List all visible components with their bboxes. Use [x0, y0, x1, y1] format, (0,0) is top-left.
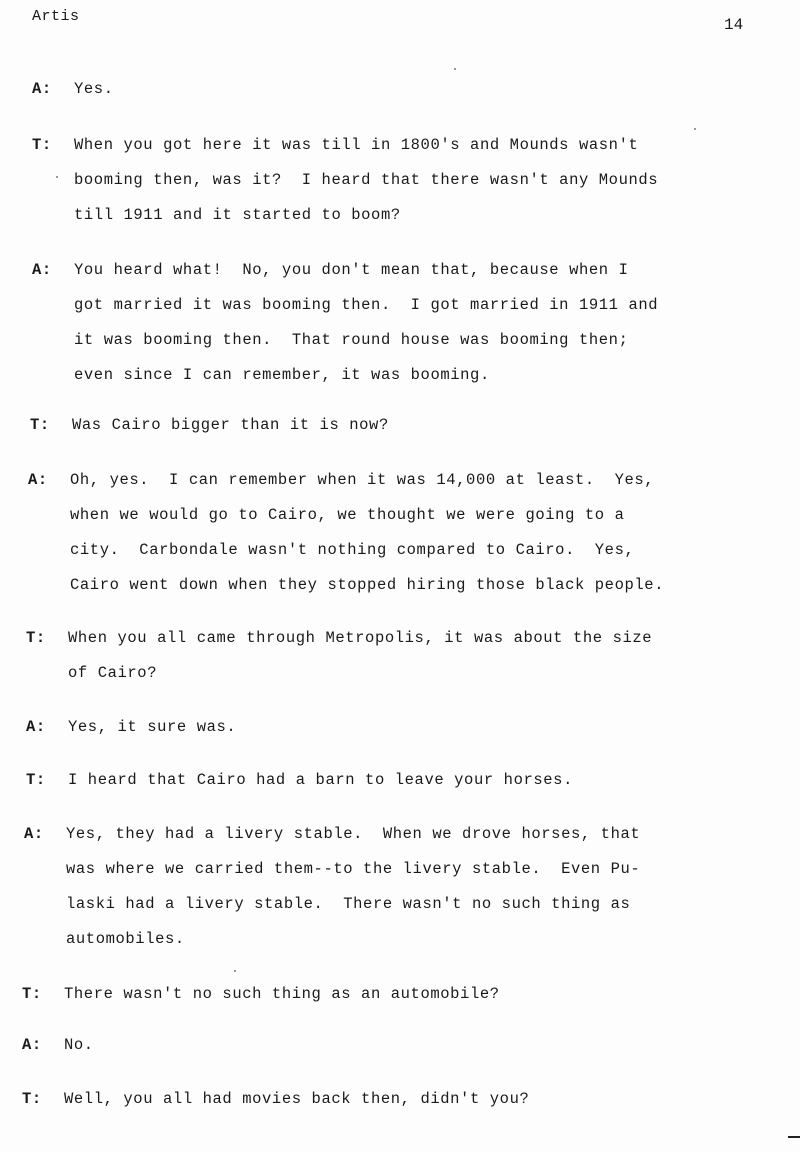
text-line: was where we carried them--to the livery stable. Even Pu- — [66, 860, 641, 878]
text-line: When you all came through Metropolis, it was about the size — [68, 629, 653, 647]
entry-text — [74, 72, 724, 107]
interviewee-name: Artis — [32, 8, 80, 25]
text-line: laski had a livery stable. There wasn't no such thing as — [66, 895, 631, 913]
text-line: Well, you all had movies back then, didn't you? — [64, 1090, 530, 1108]
text-line: Yes, they had a livery stable. When we drove horses, that — [66, 825, 641, 843]
speaker-label: A: — [32, 80, 52, 98]
text-line: Yes. — [74, 80, 114, 98]
text-line: when we would go to Cairo, we thought we were going to a — [70, 506, 625, 524]
text-line: got married it was booming then. I got married in 1911 and — [74, 296, 659, 314]
scan-speck — [56, 176, 58, 178]
text-line: even since I can remember, it was booming. — [74, 366, 490, 384]
speaker-label: A: — [22, 1036, 42, 1054]
text-line: booming then, was it? I heard that there wasn't any Mounds — [74, 171, 659, 189]
text-line: Was Cairo bigger than it is now? — [72, 416, 389, 434]
text-line: Oh, yes. I can remember when it was 14,000 at least. Yes, — [70, 471, 655, 489]
entry-text — [66, 817, 716, 957]
entry-text — [68, 621, 718, 691]
text-line: Cairo went down when they stopped hiring those black people. — [70, 576, 665, 594]
speaker-label: T: — [22, 985, 42, 1003]
entry-text — [74, 253, 724, 393]
text-line: city. Carbondale wasn't nothing compared to Cairo. Yes, — [70, 541, 635, 559]
speaker-label: T: — [30, 416, 50, 434]
text-line: I heard that Cairo had a barn to leave your horses. — [68, 771, 573, 789]
text-line: till 1911 and it started to boom? — [74, 206, 401, 224]
scan-speck — [454, 68, 456, 70]
speaker-label: T: — [32, 136, 52, 154]
text-line: of Cairo? — [68, 664, 158, 682]
entry-text — [64, 977, 714, 1012]
text-line: When you got here it was till in 1800's and Mounds wasn't — [74, 136, 639, 154]
entry-text — [68, 710, 718, 745]
entry-text — [70, 463, 720, 603]
speaker-label: T: — [22, 1090, 42, 1108]
speaker-label: T: — [26, 771, 46, 789]
entry-text — [74, 128, 724, 233]
speaker-label: T: — [26, 629, 46, 647]
speaker-label: A: — [26, 718, 46, 736]
scan-edge-mark — [788, 1136, 800, 1138]
speaker-label: A: — [32, 261, 52, 279]
scan-speck — [694, 128, 696, 130]
text-line: automobiles. — [66, 930, 185, 948]
page-number: 14 — [724, 16, 744, 34]
text-line: it was booming then. That round house was booming then; — [74, 331, 629, 349]
scan-speck — [234, 970, 236, 972]
entry-text — [64, 1082, 714, 1117]
speaker-label: A: — [24, 825, 44, 843]
text-line: No. — [64, 1036, 94, 1054]
text-line: Yes, it sure was. — [68, 718, 237, 736]
entry-text — [64, 1028, 714, 1063]
entry-text — [68, 763, 718, 798]
speaker-label: A: — [28, 471, 48, 489]
text-line: There wasn't no such thing as an automobile? — [64, 985, 500, 1003]
entry-text — [72, 408, 722, 443]
text-line: You heard what! No, you don't mean that, because when I — [74, 261, 629, 279]
